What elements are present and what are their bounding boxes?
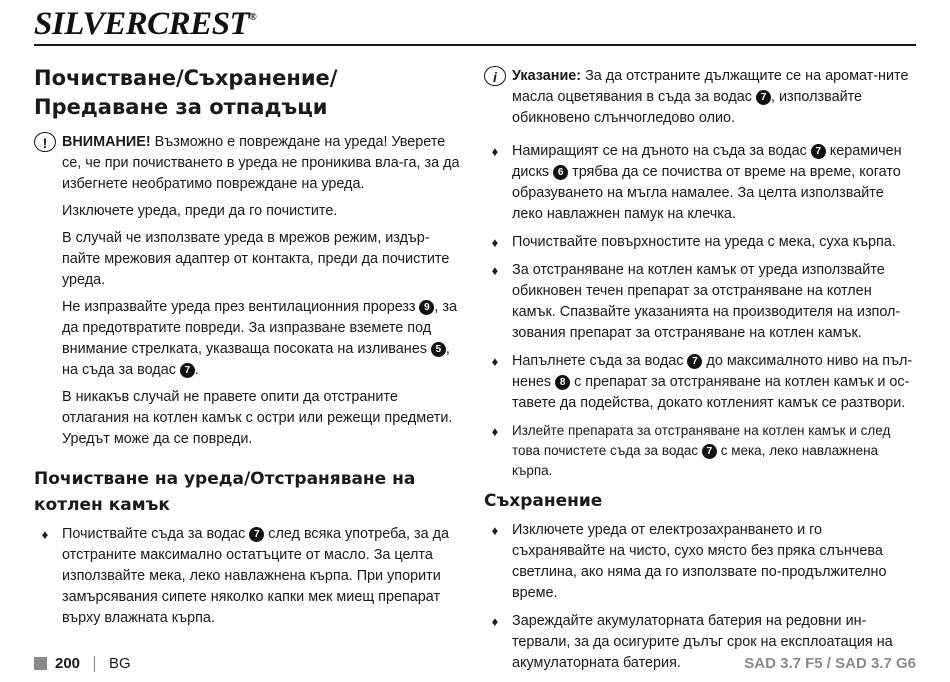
warning-icon: ! [34,132,56,152]
diamond-bullet-icon: ♦ [491,614,499,629]
warning-label: ВНИМАНИЕ! [62,134,151,150]
page-title: Почистване/Съхранение/ Предаване за отпадъци [34,66,338,119]
left-column [34,60,466,636]
diamond-bullet-icon: ♦ [491,424,499,439]
warning-paragraph: Не изпразвайте уреда през вентилационния прорезз 9 , за да предотвратите повреди. За изпразване вземете под внимание стрелката, указваща посоката на изливанеs 5 , на съда за водас 7 . [62,299,458,378]
list-item: ♦ Почиствайте съда за водас 7 след всяка употреба, за да отстраните максимално остатъците от масло. За целта използвайте мека, леко навлажнена кърпа. При упорити замърсявания сипете няколко капки мек миещ препарат върху влажната кърпа. [34,524,466,629]
page-marker-icon [34,657,47,670]
part-number-badge: 7 [811,144,826,159]
warning-paragraph: Изключете уреда, преди да го почистите. [62,203,338,219]
diamond-bullet-icon: ♦ [41,527,49,542]
brand-logo: SILVERCREST® [34,6,257,42]
note-label: Указание: [512,68,582,84]
part-number-badge: 7 [687,354,702,369]
page-number: 200 [55,655,81,672]
warning-paragraph: В случай че използвате уреда в мрежов режим, издър-пайте мрежовия адаптер от контакта, преди да почистите уреда. [62,230,450,288]
part-number-badge: 7 [756,90,771,105]
note-block: i Указание: За да отстраните дължащите се на аромат-ните масла оцветявания в съда за водас 7 , използвайте обикновено слънчогледово олио. [484,66,916,135]
warning-block [34,132,466,456]
part-number-badge: 7 [702,444,717,459]
bullet-list [484,520,916,674]
section-heading: Съхранение [484,491,603,511]
part-number-badge: 9 [419,300,434,315]
list-item: ♦ Напълнете съда за водас 7 до максималното ниво на пъл-ненеs 8 с препарат за отстраняване на котлен камък и ос-тавете да подейства, докато котленият камък се разтвори. [484,351,916,414]
bullet-list [484,141,916,481]
list-item: ♦ За отстраняване на котлен камък от уреда използвайте обикновен течен препарат за отстраняване на котлен камък. Спазвайте указанията на производителя на изпол-зования препарат за отстраняване на котлен камък. [484,260,916,344]
language-code: BG [109,655,131,672]
diamond-bullet-icon: ♦ [491,235,499,250]
diamond-bullet-icon: ♦ [491,263,499,278]
info-icon: i [484,66,506,86]
list-item: ♦ Излейте препарата за отстраняване на котлен камък и след това почистете съда за водас 7 с мека, леко навлажнена кърпа. [484,421,916,481]
part-number-badge: 7 [180,363,195,378]
list-item: ♦ Зареждайте акумулаторната батерия на редовни ин-тервали, за да осигурите дълъг срок на експлоатация на акумулаторната батерия. [484,611,916,674]
diamond-bullet-icon: ♦ [491,144,499,159]
warning-paragraph: В никакъв случай не правете опити да отстраните отлагания на котлен камък с остри или режещи предмети. Уредът може да се повреди. [62,389,453,447]
warning-text: Възможно е повреждане на уреда! Уверете се, че при почистването в уреда не проникива вла-га, за да избегнете необратимо повреждане на уреда. [62,134,460,192]
header-rule [34,44,916,46]
bullet-list [34,524,466,629]
list-item: ♦ Почиствайте повърхностите на уреда с мека, суха кърпа. [484,232,916,253]
section-heading: Почистване на уреда/Отстраняване на котлен камък [34,469,416,515]
footer-divider [94,656,95,672]
part-number-badge: 7 [249,527,264,542]
diamond-bullet-icon: ♦ [491,354,499,369]
part-number-badge: 5 [431,342,446,357]
list-item: ♦ Изключете уреда от електрозахранването и го съхранявайте на чисто, сухо място без пряка слънчева светлина, ако няма да го използвате по-продължително време. [484,520,916,604]
right-column [484,60,916,681]
part-number-badge: 8 [555,375,570,390]
footer-page-info [34,655,131,672]
diamond-bullet-icon: ♦ [491,523,499,538]
model-number: SAD 3.7 F5 / SAD 3.7 G6 [744,655,916,672]
part-number-badge: 6 [553,165,568,180]
list-item: ♦ Намиращият се на дъното на съда за водас 7 керамичен дискs 6 трябва да се почиства от време на време, когато образуването на мъгла намалее. За целта използвайте леко навлажнен памук на клечка. [484,141,916,225]
